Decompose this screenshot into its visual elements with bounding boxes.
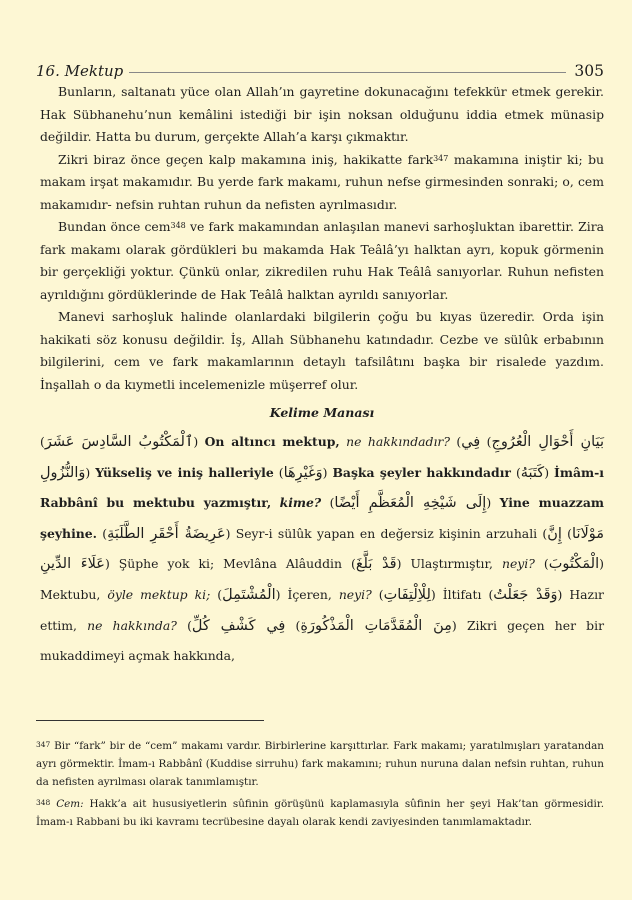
arabic-term: الْمُشْتَمِلَ [222, 586, 276, 603]
arabic-term: الْمَكْتُوبَ [548, 556, 600, 573]
paragraph-3: Bundan önce cem$^{348}$ ve fark makamından anlaşılan manevi sarhoşluktan ibarettir. Zira fark makamı olarak gördükleri bu makamda Hak Teâlâ’yı halktan ayrı, kopuk görmenin bir gerçekliği yoktur. Çünkü onlar, zikredilen ruhu Hak Teâlâ sanıyorlar. Ruhun nefisten ayrıldığını gördüklerinde de Hak Teâlâ halktan ayrıldı sanıyorlar. [40, 219, 604, 302]
paragraph-4: Manevi sarhoşluk halinde olanlardaki bilgilerin çoğu bu kıyas üzeredir. Orda işin hakikati söz konusu değildir. İş, Allah Sübhanehu katındadır. Cezbe ve sülûk erbabının bilgilerini, cem ve fark makamlarının detaylı tafsilâtını başka bir risalede yazdım. İnşallah o da kıymetli incelemenizle müşerref olur. [40, 309, 604, 392]
footnote-ref-347[interactable]: 347 [433, 153, 449, 163]
arabic-term: فِي كَشْفِ كُلِّ [191, 617, 286, 634]
arabic-term: عَرِيضَةُ أَحْقَرِ الطَّلَبَةِ [107, 525, 226, 542]
section-heading: Kelime Manası [269, 405, 375, 420]
header-rule [129, 72, 566, 73]
running-header [36, 60, 604, 82]
arabic-term: ٱلْمَكْتُوبُ السَّادِسَ عَشَرَ [44, 434, 194, 450]
arabic-term: مَوْلَانَا عَلَاءَ الدِّينِ [40, 525, 605, 573]
footnote-348: $^{348}$ Cem: Hakk’a ait hususiyetlerin sûfinin görüşünü kaplamasıyla sûfinin her şeyi Hak’tan görmesidir. İmam-ı Rabbani bu iki kavramı tecrübesine dayalı olarak kendi zaviyesinden tanımlamaktadır. [36, 798, 604, 828]
glossary-text: (ٱلْمَكْتُوبُ السَّادِسَ عَشَرَ) On altıncı mektup, ne hakkındadır? (فِي (بَيَانِ أَحْوَالِ الْعُرُوجِ وَالنُّزُولِ) Yükseliş ve iniş halleriyle (وَغَيْرِهَا) Başka şeyler hakkındadır (كَتَبَهُ) İmâm-ı Rabbânî bu mektubu yazmıştır, kime? (إِلَى شَيْخِهِ الْمُعَظَّمِ أَيْضًا) Yine muazzam şeyhine. (عَرِيضَةُ أَحْقَرِ الطَّلَبَةِ) Seyr-i sülûk yapan en değersiz kişinin arzuhali (إِنَّ (مَوْلَانَا عَلَاءَ الدِّينِ) Şüphe yok ki; Mevlâna Alâuddin (قَدْ بَلَّغَ) Ulaştırmıştır, neyi? (الْمَكْتُوبَ) Mektubu, öyle mektup ki; (الْمُشْتَمِلَ) İçeren, neyi? (لِلْاِلْتِفَاتِ) İltifatı (وَقَدْ جَعَلْتُ) Hazır ettim, ne hakkında? (فِي كَشْفِ كُلِّ (مِنَ الْمُقَدَّمَاتِ الْمَذْكُورَةِ) Zikri geçen her bir mukaddimeyi açmak hakkında, [40, 434, 605, 664]
footnote-divider [36, 720, 264, 721]
chapter-title: 16. Mektup [36, 62, 124, 80]
paragraph-2: Zikri biraz önce geçen kalp makamına iniş, hakikatte fark$^{347}$ makamına iniştir ki; bu makam irşat makamıdır. Bu yerde fark makamı, ruhun nefse girmesinden sonraki; o, cem makamıdır- nefsin ruhtan ruhun da nefisten ayrılmasıdır. [40, 151, 604, 212]
arabic-term: كَتَبَهُ [520, 464, 545, 481]
arabic-term: فِي [461, 434, 481, 450]
arabic-term: إِلَى شَيْخِهِ الْمُعَظَّمِ أَيْضًا [334, 495, 487, 512]
arabic-term: وَغَيْرِهَا [283, 464, 323, 481]
arabic-term: مِنَ الْمُقَدَّمَاتِ الْمَذْكُورَةِ [300, 617, 452, 634]
footnotes [36, 737, 604, 835]
arabic-term: وَقَدْ جَعَلْتُ [493, 586, 558, 603]
arabic-term: بَيَانِ أَحْوَالِ الْعُرُوجِ وَالنُّزُولِ [40, 434, 604, 481]
main-text [40, 81, 604, 672]
footnote-ref-348[interactable]: 348 [170, 221, 186, 230]
paragraph-1: Bunların, saltanatı yüce olan Allah’ın gayretine dokunacağını tefekkür etmek gerekir. Hak Sübhanehu’nun kemâlini istediği bir işin noksan olduğunu iddia etmek münasip değildir. Hatta bu durum, gerçekte Allah’a karşı çıkmaktır. [40, 84, 604, 144]
footnote-347: $^{347}$ Bir “fark” bir de “cem” makamı vardır. Birbirlerine karşıttırlar. Fark makamı; yaratılmışları yaratandan ayrı görmektir. İmam-ı Rabbânî (Kuddise sirruhu) fark makamını; ruhun nuruna dalan nefsin ruhtan, ruhun da nefisten ayrılması olarak tanımlamıştır. [36, 740, 604, 788]
arabic-term: لِلْاِلْتِفَاتِ [383, 586, 431, 603]
arabic-term: قَدْ بَلَّغَ [355, 556, 397, 573]
arabic-term: إِنَّ [547, 525, 562, 542]
page-number: 305 [574, 62, 604, 80]
